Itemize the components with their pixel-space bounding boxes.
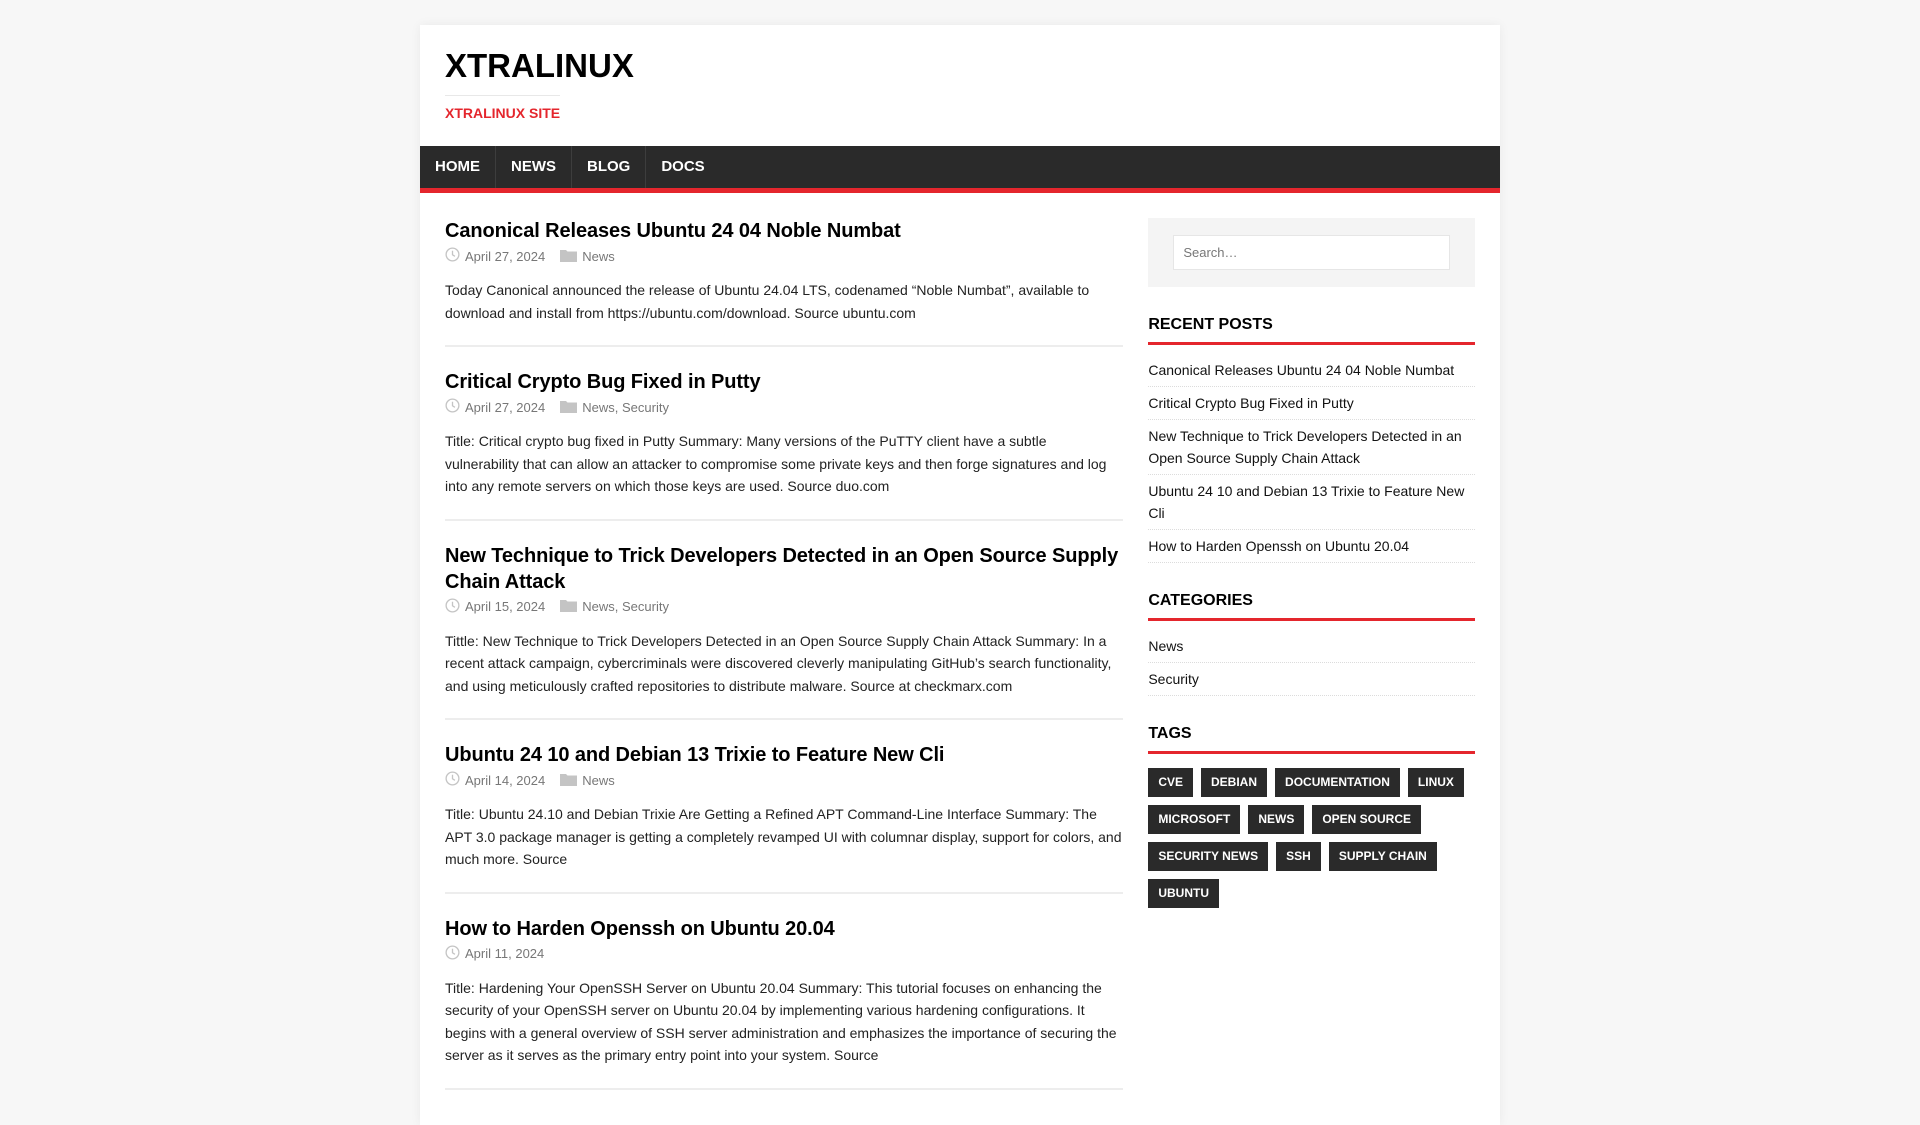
folder-icon <box>560 399 577 416</box>
post-title[interactable]: How to Harden Openssh on Ubuntu 20.04 <box>445 917 835 940</box>
post-title[interactable]: Critical Crypto Bug Fixed in Putty <box>445 371 761 393</box>
post-category-link[interactable]: News <box>582 248 615 264</box>
post-date: April 27, 2024 <box>465 248 546 264</box>
tag-security-news[interactable]: SECURITY NEWS <box>1148 842 1268 871</box>
tag-ssh[interactable]: SSH <box>1276 842 1321 871</box>
sidebar <box>1148 218 1475 1112</box>
clock-icon <box>445 771 460 789</box>
category-separator: , <box>614 599 622 614</box>
site-title[interactable]: XTRALINUX <box>445 47 634 84</box>
post <box>445 369 1123 521</box>
post-meta <box>445 772 1123 788</box>
nav-item-docs[interactable]: DOCS <box>661 158 705 175</box>
post <box>445 543 1123 721</box>
nav-item-blog[interactable]: BLOG <box>572 146 646 188</box>
post-list <box>445 218 1123 1112</box>
post-excerpt: Title: Ubuntu 24.10 and Debian Trixie Are Getting a Refined APT Command-Line Interface Summary: The APT 3.0 package manager is getting a completely revamped UI with columnar display, support for colors, and much more. Source <box>445 806 1122 867</box>
widget-title: CATEGORIES <box>1148 591 1475 621</box>
post <box>445 916 1123 1090</box>
tag-debian[interactable]: DEBIAN <box>1201 768 1267 797</box>
recent-post-link[interactable]: How to Harden Openssh on Ubuntu 20.04 <box>1148 530 1475 563</box>
category-link-news[interactable]: News <box>1148 635 1475 663</box>
post <box>445 742 1123 894</box>
nav-item-news[interactable]: NEWS <box>496 146 572 188</box>
site-header <box>420 25 1500 146</box>
nav-item-home[interactable]: HOME <box>420 146 496 188</box>
post-title[interactable]: Canonical Releases Ubuntu 24 04 Noble Numbat <box>445 220 901 242</box>
post-date: April 27, 2024 <box>465 399 546 415</box>
tag-linux[interactable]: LINUX <box>1408 768 1464 797</box>
clock-icon <box>445 247 460 265</box>
folder-icon <box>560 248 577 265</box>
post-category-link[interactable]: News <box>582 772 615 788</box>
search-input[interactable] <box>1173 235 1450 270</box>
post-date: April 11, 2024 <box>465 946 545 961</box>
tag-microsoft[interactable]: MICROSOFT <box>1148 805 1240 834</box>
recent-post-link[interactable]: Ubuntu 24 10 and Debian 13 Trixie to Feature New Cli <box>1148 475 1475 530</box>
tag-open-source[interactable]: OPEN SOURCE <box>1312 805 1421 834</box>
post-category-link[interactable]: News <box>582 599 615 614</box>
tag-documentation[interactable]: DOCUMENTATION <box>1275 768 1400 797</box>
title-divider <box>445 95 560 96</box>
post-meta <box>445 248 1123 264</box>
site-description: XTRALINUX SITE <box>445 105 561 121</box>
post-excerpt: Tittle: New Technique to Trick Developers Detected in an Open Source Supply Chain Attack Summary: In a recent attack campaign, cybercriminals were discovered cleverly manipulating GitHub’s search functionality, and using meticulously crafted repositories to distribute malware. Source at checkmarx.com <box>445 632 1112 694</box>
category-separator: , <box>614 399 622 415</box>
post-date: April 14, 2024 <box>465 772 546 788</box>
clock-icon <box>445 598 460 616</box>
post-category-link[interactable]: News <box>582 399 615 415</box>
tag-cloud <box>1148 768 1475 916</box>
folder-icon <box>560 598 577 615</box>
recent-post-link[interactable]: New Technique to Trick Developers Detected in an Open Source Supply Chain Attack <box>1148 420 1475 475</box>
category-link-security[interactable]: Security <box>1148 663 1475 696</box>
recent-post-link[interactable]: Canonical Releases Ubuntu 24 04 Noble Numbat <box>1148 359 1475 387</box>
post-title[interactable]: Ubuntu 24 10 and Debian 13 Trixie to Feature New Cli <box>445 744 945 766</box>
page-container <box>420 25 1500 1125</box>
post-title[interactable]: New Technique to Trick Developers Detected in an Open Source Supply Chain Attack <box>445 544 1119 593</box>
widget-title: TAGS <box>1148 724 1475 754</box>
recent-posts-list <box>1148 359 1475 563</box>
tag-news[interactable]: NEWS <box>1248 805 1304 834</box>
post-excerpt: Title: Hardening Your OpenSSH Server on Ubuntu 20.04 Summary: This tutorial focuses on enhancing the security of your OpenSSH server on Ubuntu 20.04 by implementing various hardening configurations. It begins with a general overview of SSH server administration and emphasizes the importance of securing the server as it serves as the primary entry point into your system. Source <box>445 979 1117 1063</box>
main-nav <box>420 146 1500 193</box>
post <box>445 218 1123 347</box>
widget-title: RECENT POSTS <box>1148 315 1475 345</box>
categories-widget <box>1148 591 1475 696</box>
post-meta <box>445 399 1123 415</box>
post-excerpt: Title: Critical crypto bug fixed in Putty Summary: Many versions of the PuTTY client have a subtle vulnerability that can allow an attacker to compromise some private keys and then forge signatures and log into any remote servers on which those keys are used. Source duo.com <box>445 433 1107 494</box>
post-date: April 15, 2024 <box>465 599 546 614</box>
post-meta <box>445 946 1123 962</box>
post-excerpt: Today Canonical announced the release of Ubuntu 24.04 LTS, codenamed “Noble Numbat”, available to download and install from https://ubuntu.com/download. Source ubuntu.com <box>445 282 1090 321</box>
tags-widget <box>1148 724 1475 916</box>
recent-post-link[interactable]: Critical Crypto Bug Fixed in Putty <box>1148 387 1475 420</box>
clock-icon <box>445 398 460 416</box>
categories-list <box>1148 635 1475 696</box>
tag-ubuntu[interactable]: UBUNTU <box>1148 879 1219 908</box>
folder-icon <box>560 772 577 789</box>
post-category-link[interactable]: Security <box>621 599 669 614</box>
content-area <box>420 193 1500 1112</box>
search-widget <box>1148 218 1475 287</box>
tag-cve[interactable]: CVE <box>1148 768 1193 797</box>
post-meta <box>445 599 1123 615</box>
post-category-link[interactable]: Security <box>621 399 669 415</box>
clock-icon <box>445 945 460 963</box>
recent-posts-widget <box>1148 315 1475 563</box>
tag-supply-chain[interactable]: SUPPLY CHAIN <box>1329 842 1437 871</box>
